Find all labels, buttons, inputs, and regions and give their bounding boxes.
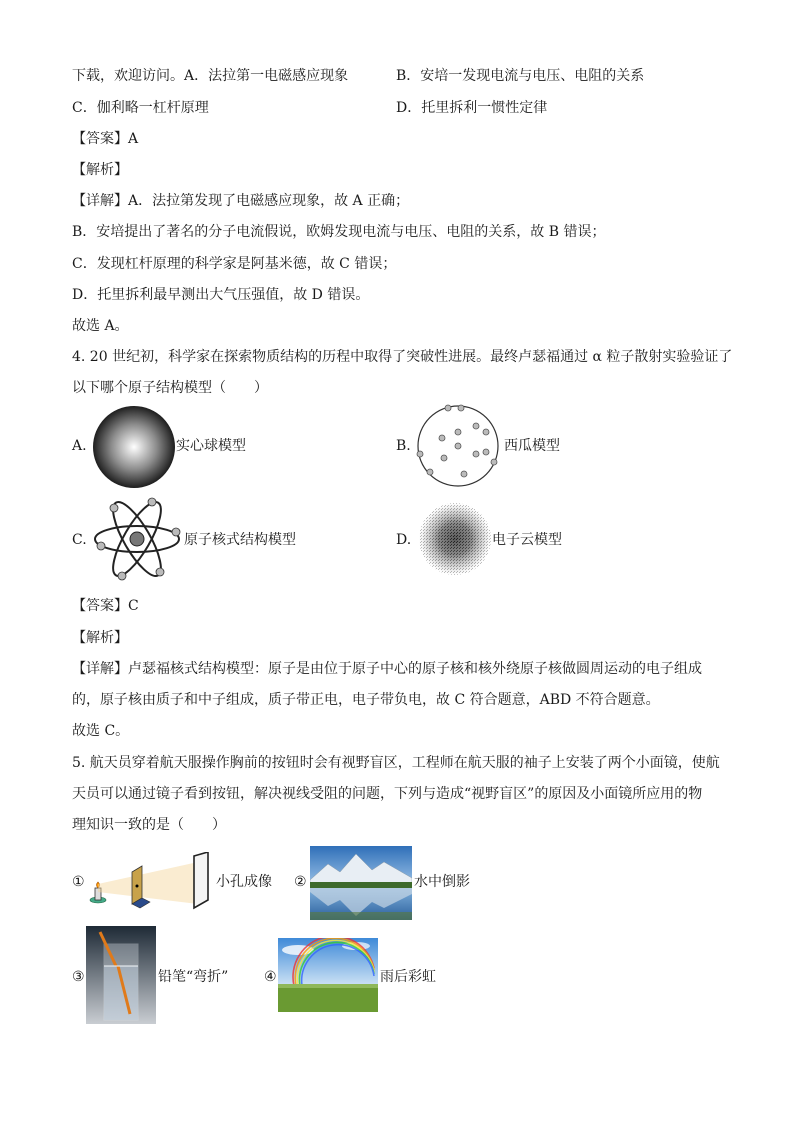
q3-option-c: C．伽利略一杠杆原理 — [72, 100, 209, 116]
q3-analysis-heading: 【解析】 — [72, 162, 128, 178]
q4-option-b-label: 西瓜模型 — [504, 438, 560, 454]
q4-analysis-heading: 【解析】 — [72, 630, 128, 646]
nuclear-model-image — [92, 496, 182, 582]
q4-detail-line1: 【详解】卢瑟福核式结构模型：原子是由位于原子中心的原子核和核外绕原子核做圆周运动的电子组成 — [72, 661, 702, 677]
water-reflection-image — [310, 846, 412, 920]
q4-choose: 故选 C。 — [72, 723, 130, 739]
q3-option-d: D．托里拆利一惯性定律 — [396, 100, 548, 116]
q4-option-c-label: 原子核式结构模型 — [184, 532, 296, 548]
q4-option-d-letter: D. — [396, 532, 412, 548]
q5-stem-line2: 天员可以通过镜子看到按钮，解决视线受阻的问题，下列与造成“视野盲区”的原因及小面镜所应用的物 — [72, 786, 703, 802]
q4-answer: 【答案】C — [72, 598, 139, 614]
q4-detail-line2: 的，原子核由质子和中子组成，质子带正电，电子带负电，故 C 符合题意，ABD 不符合题意。 — [72, 692, 660, 708]
q4-stem-line2: 以下哪个原子结构模型（ ） — [72, 380, 268, 396]
bent-pencil-image — [86, 926, 156, 1024]
q5-stem-line3: 理知识一致的是（ ） — [72, 817, 226, 833]
q5-option-4-num: ④ — [264, 969, 277, 985]
q3-detail-a: 【详解】A．法拉第发现了电磁感应现象，故 A 正确； — [72, 193, 410, 209]
q3-detail-d: D．托里拆利最早测出大气压强值，故 D 错误。 — [72, 287, 370, 303]
q4-option-a-letter: A. — [72, 438, 87, 454]
q5-option-2-label: 水中倒影 — [414, 874, 470, 890]
q5-option-3-num: ③ — [72, 969, 85, 985]
q5-option-2-num: ② — [294, 874, 307, 890]
pinhole-imaging-image — [86, 852, 218, 914]
q3-option-b: B．安培一发现电流与电压、电阻的关系 — [396, 68, 645, 84]
q3-choose: 故选 A。 — [72, 318, 129, 334]
q4-stem-line1: 4. 20 世纪初，科学家在探索物质结构的历程中取得了突破性进展。最终卢瑟福通过 α 粒子散射实验验证了 — [72, 349, 733, 365]
q5-option-4-label: 雨后彩虹 — [380, 969, 436, 985]
q5-option-1-num: ① — [72, 874, 85, 890]
q5-stem-line1: 5. 航天员穿着航天服操作胸前的按钮时会有视野盲区，工程师在航天服的袖子上安装了两个小面镜，使航 — [72, 755, 720, 771]
q5-option-3-label: 铅笔“弯折” — [158, 969, 229, 985]
q4-option-b-letter: B. — [396, 438, 411, 454]
rainbow-image — [278, 938, 378, 1012]
electron-cloud-model-image — [418, 502, 492, 576]
solid-sphere-model-image — [92, 405, 176, 489]
q3-detail-c: C．发现杠杆原理的科学家是阿基米德，故 C 错误； — [72, 256, 397, 272]
plum-pudding-model-image — [414, 402, 502, 490]
q5-option-1-label: 小孔成像 — [216, 874, 272, 890]
q3-detail-b: B．安培提出了著名的分子电流假说，欧姆发现电流与电压、电阻的关系，故 B 错误； — [72, 224, 606, 240]
q4-option-d-label: 电子云模型 — [492, 532, 562, 548]
q3-option-a: 下载，欢迎访问。A．法拉第一电磁感应现象 — [72, 68, 349, 84]
q4-option-a-label: 实心球模型 — [176, 438, 246, 454]
q3-answer: 【答案】A — [72, 131, 139, 147]
q4-option-c-letter: C. — [72, 532, 87, 548]
